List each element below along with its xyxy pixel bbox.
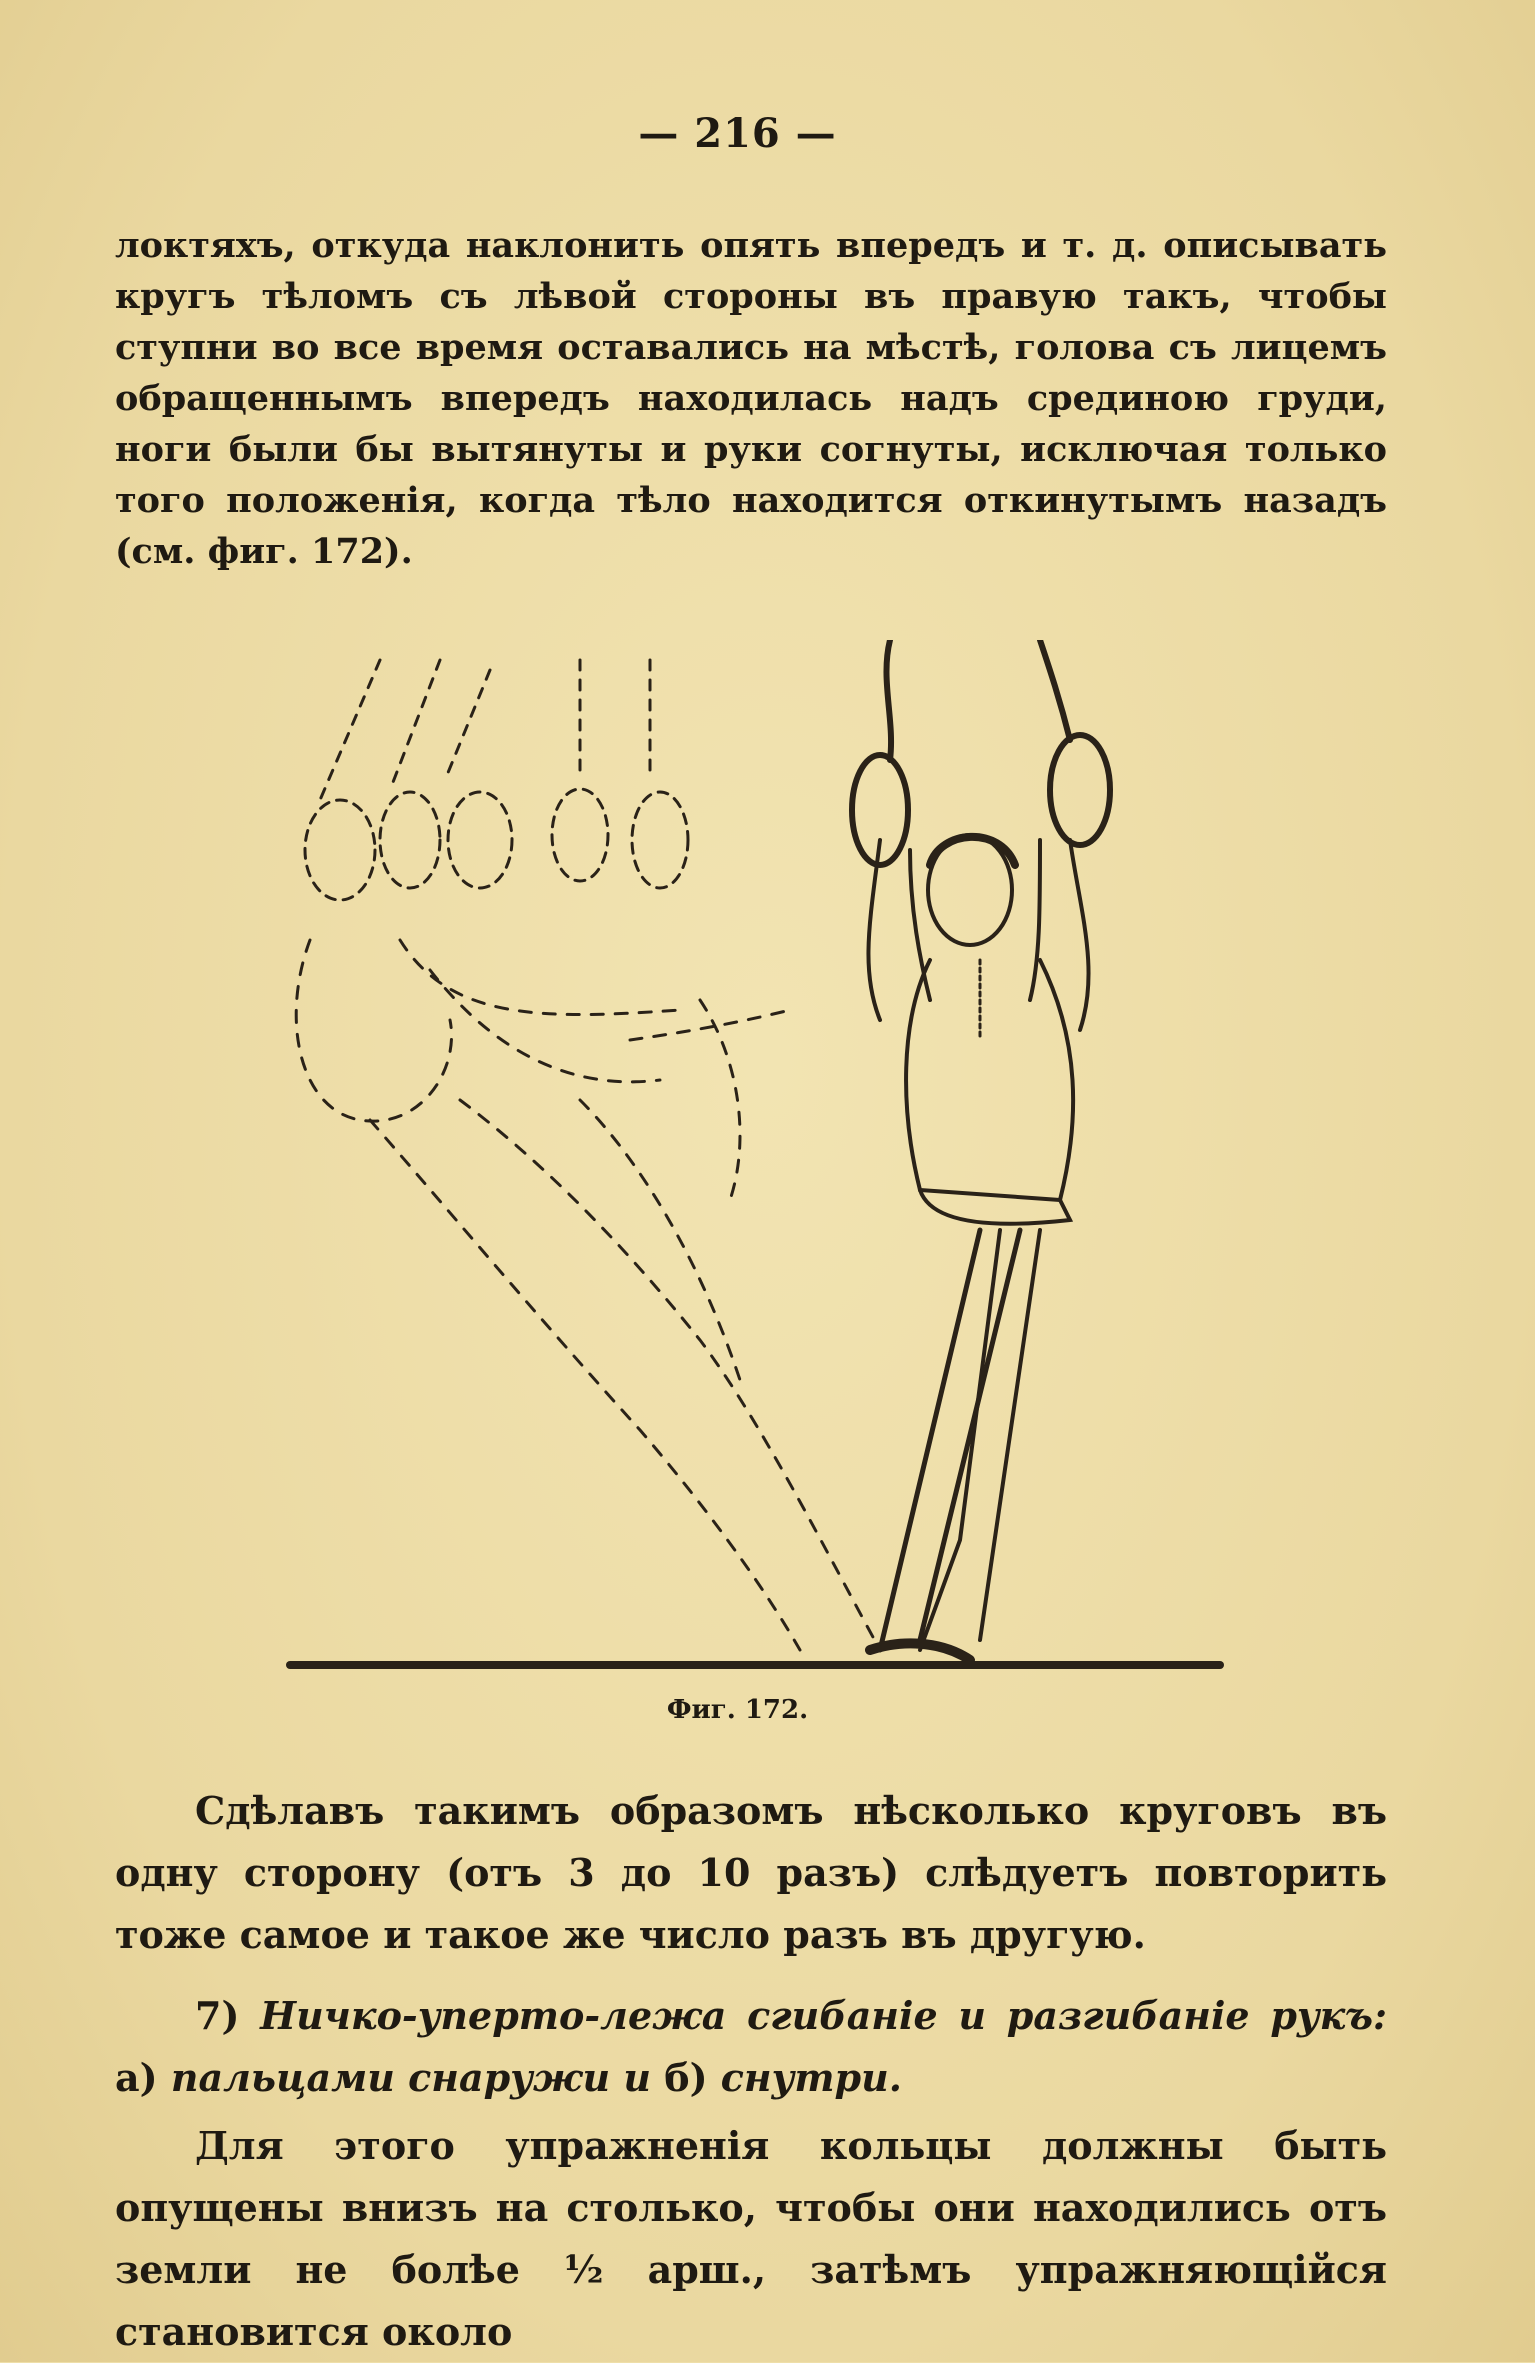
- section-number: 7): [195, 1993, 240, 2038]
- rope-right: [1040, 640, 1070, 740]
- section-7-heading: [115, 1985, 1387, 2109]
- paragraph-continuation: локтяхъ, откуда наклонить опять впередъ и т. д. описывать кругъ тѣломъ съ лѣвой стороны въ правую такъ, чтобы ступни во все время оставались на мѣстѣ, голова съ лицемъ обращеннымъ впередъ находилась надъ срединою груди, ноги были бы вытянуты и руки согнуты, исключая только того положенія, когда тѣло находится откинутымъ назадъ (см. фиг. 172).: [115, 225, 1387, 572]
- paragraph-rings-setup: Для этого упражненія кольцы должны быть опущены внизъ на столько, чтобы они находились отъ земли не болѣе ½ арш., затѣмъ упражняющійся становится около: [115, 2123, 1387, 2354]
- page-number: — 216 —: [638, 110, 837, 157]
- section-title-part-1: Ничко-уперто-лежа сгибаніе и разгибаніе рукъ:: [260, 1993, 1387, 2038]
- item-b-letter: б): [664, 2055, 708, 2100]
- rope-left: [886, 640, 891, 760]
- section-title-part-2: пальцами снаружи: [170, 2055, 611, 2100]
- paragraph-circles: Сдѣлавъ такимъ образомъ нѣсколько круговъ въ одну сторону (отъ 3 до 10 разъ) слѣдуетъ повторить тоже самое и такое же число разъ въ другую.: [115, 1788, 1387, 1957]
- section-conjunction: и: [623, 2055, 651, 2100]
- figure-caption: Фиг. 172.: [666, 1695, 809, 1725]
- item-a-letter: а): [115, 2055, 158, 2100]
- figure-172-illustration: [280, 640, 1240, 1680]
- section-title-part-3: снутри.: [720, 2055, 902, 2100]
